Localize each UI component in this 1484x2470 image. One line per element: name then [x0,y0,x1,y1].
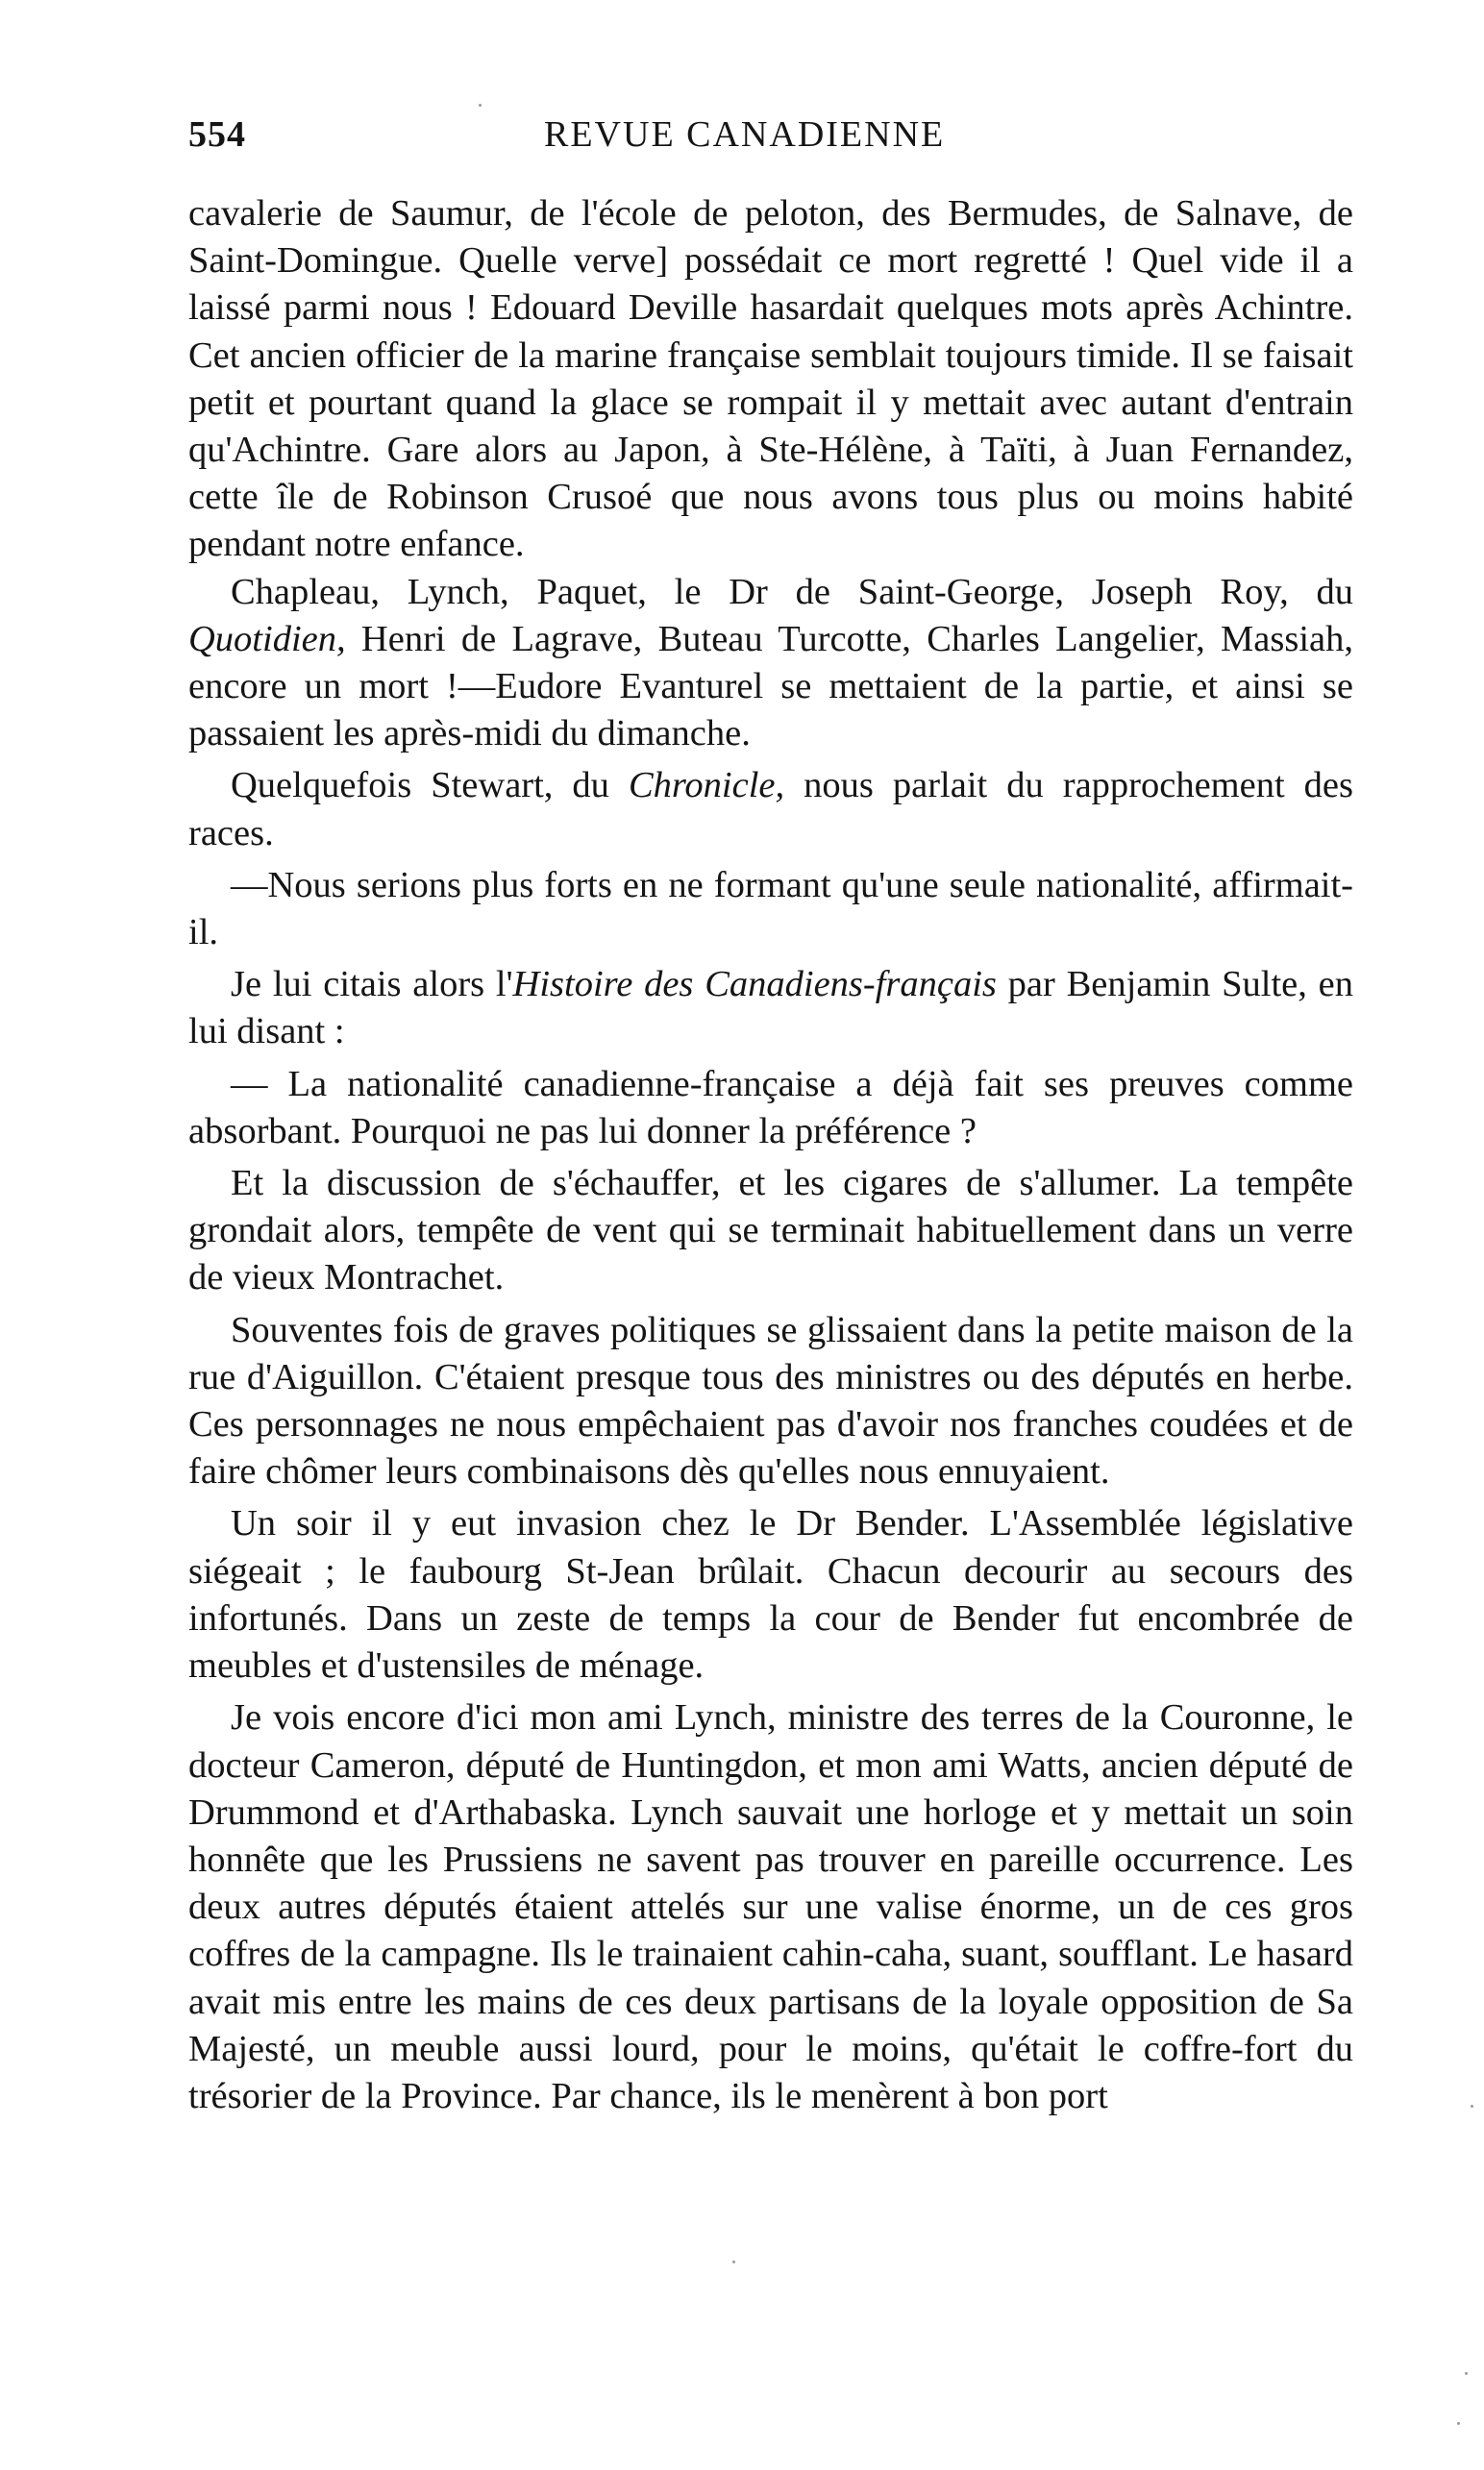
paragraph-sulte [188,961,1353,1055]
newspaper-title-chronicle: Chronicle, [628,765,785,806]
running-title: REVUE CANADIENNE [544,114,946,155]
print-speck [1471,2105,1473,2108]
text-run: Chapleau, Lynch, Paquet, le Dr de Saint-George, Joseph Roy, du [231,571,1353,612]
print-speck [732,2260,735,2263]
paragraph-dialogue-nationalite: —Nous serions plus forts en ne formant qu'une seule nationalité, affirmait-il. [188,864,1353,953]
text-run: Henri de Lagrave, Buteau Turcotte, Charles Langelier, Massiah, encore un mort !—Eudore Evanturel se mettaient de la partie, et ainsi se passaient les après-midi du dimanche. [188,618,1353,754]
paragraph-dialogue-preference: — La nationalité canadienne-française a déjà fait ses preuves comme absorbant. Pourquoi ne pas lui donner la préférence ? [188,1063,1353,1151]
page-header [188,113,1342,171]
paragraph-politiques: Souventes fois de graves politiques se glissaient dans la petite maison de la rue d'Aiguillon. C'étaient presque tous des ministres ou des députés en herbe. Ces personnages ne nous empêchaient pas d'avoir nos franches coudées et de faire chômer leurs combinaisons dès qu'elles nous ennuyaient. [188,1309,1353,1493]
book-title-histoire: Histoire des Canadiens-français [512,964,997,1005]
paragraph-stewart [188,762,1353,856]
page-number: 554 [188,114,246,155]
newspaper-title-quotidien: Quotidien, [188,618,346,659]
text-run: Je lui citais alors l' [231,964,513,1005]
paragraph-discussion: Et la discussion de s'échauffer, et les cigares de s'allumer. La tempête grondait alors, tempête de vent qui se terminait habituellement dans un verre de vieux Montrachet. [188,1163,1353,1298]
text-run: nous parlait du rapprochement des races. [188,765,1353,853]
paragraph-invasion: Un soir il y eut invasion chez le Dr Bender. L'Assemblée législative siégeait ; le faubourg St-Jean brûlait. Chacun decourir au secours des infortunés. Dans un zeste de temps la cour de Bender fut encombrée de meubles et d'ustensiles de ménage. [188,1503,1353,1687]
article-body [188,190,1353,2120]
paragraph-lynch: Je vois encore d'ici mon ami Lynch, ministre des terres de la Couronne, le docteur Cameron, député de Huntingdon, et mon ami Watts, ancien député de Drummond et d'Arthabaska. Lynch sauvait une horloge et y mettait un soin honnête que les Prussiens ne savent pas trouver en pareille occurrence. Les deux autres députés étaient attelés sur une valise énorme, un de ces gros coffres de la campagne. Ils le trainaient cahin-caha, suant, soufflant. Le hasard avait mis entre les mains de ces deux partisans de la loyale opposition de Sa Majesté, un meuble aussi lourd, pour le moins, qu'était le coffre-fort du trésorier de la Province. Par chance, ils le menèrent à bon port [188,1697,1353,2116]
text-run: par Benjamin Sulte, en lui disant : [188,964,1353,1052]
print-speck [479,104,482,107]
print-speck [1457,2422,1460,2425]
text-run: Quelquefois Stewart, du [231,765,629,806]
paragraph-continuation: cavalerie de Saumur, de l'école de peloton, des Bermudes, de Salnave, de Saint-Domingue. Quelle verve] possédait ce mort regretté ! Quel vide il a laissé parmi nous ! Edouard Deville hasardait quelques mots après Achintre. Cet ancien officier de la marine française semblait toujours timide. Il se faisait petit et pourtant quand la glace se rompait il y mettait avec autant d'entrain qu'Achintre. Gare alors au Japon, à Ste-Hélène, à Taïti, à Juan Fernandez, cette île de Robinson Crusoé que nous avons tous plus ou moins habité pendant notre enfance. [188,193,1353,565]
paragraph-chapleau [188,569,1353,758]
print-speck [1465,2372,1468,2375]
